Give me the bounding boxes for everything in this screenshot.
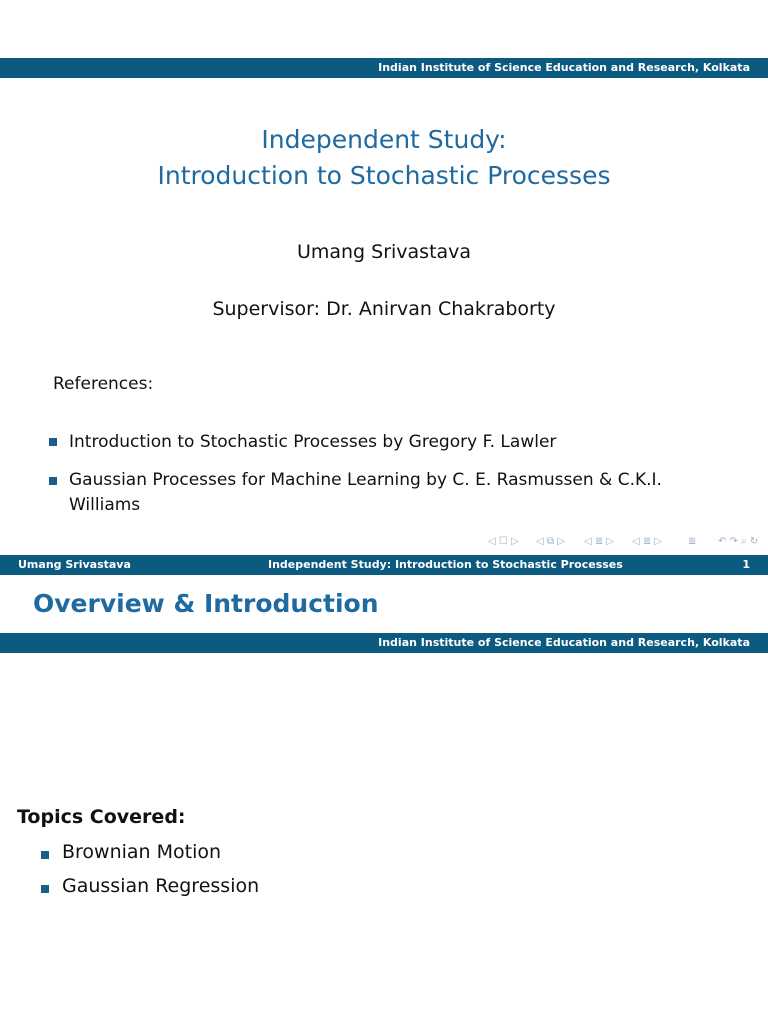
- footer-author: Umang Srivastava: [18, 558, 131, 571]
- section-nav-icon[interactable]: ◁ ≣ ▷: [584, 536, 615, 547]
- topics-label: Topics Covered:: [17, 806, 186, 828]
- reference-item: [69, 430, 556, 455]
- topic-item: Gaussian Regression: [62, 875, 260, 897]
- section-title: Overview & Introduction: [33, 589, 379, 618]
- topic-item: Brownian Motion: [62, 841, 222, 863]
- header-bar-2: [0, 633, 768, 653]
- slide-title: [0, 122, 768, 194]
- subsection-nav-icon[interactable]: ◁ ⧉ ▷: [536, 536, 565, 547]
- institute-name: Indian Institute of Science Education and Research, Kolkata: [378, 61, 750, 74]
- references-label: References:: [53, 374, 154, 394]
- reference-text: Introduction to Stochastic Processes by Gregory F. Lawler: [69, 432, 557, 452]
- header-bar: [0, 58, 768, 78]
- reference-text: Gaussian Processes for Machine Learning by C. E. Rasmussen & C.K.I.: [69, 470, 662, 490]
- title-line-1: Independent Study:: [261, 125, 507, 154]
- author-name: Umang Srivastava: [296, 241, 472, 263]
- bullet-icon: [49, 477, 57, 485]
- bullet-icon: [41, 851, 49, 859]
- reference-text-cont: Williams: [69, 495, 141, 515]
- outline-icon[interactable]: ≣: [688, 536, 697, 547]
- footer-title: Independent Study: Introduction to Stochastic Processes: [268, 558, 623, 571]
- navigation-bar: [486, 536, 764, 550]
- title-line-2: Introduction to Stochastic Processes: [157, 161, 611, 190]
- institute-name-2: Indian Institute of Science Education and Research, Kolkata: [378, 636, 750, 649]
- supervisor-name: Supervisor: Dr. Anirvan Chakraborty: [212, 298, 556, 320]
- page-number: 1: [742, 558, 750, 571]
- reference-item: [69, 468, 662, 518]
- bullet-icon: [49, 438, 57, 446]
- frame-nav-icon[interactable]: ◁ ☐ ▷: [488, 536, 519, 547]
- document-nav-icon[interactable]: ◁ ≣ ▷: [632, 536, 663, 547]
- search-back-icon[interactable]: ↶ ↷ ⌕ ↻: [718, 536, 759, 547]
- footer-bar: [0, 555, 768, 575]
- bullet-icon: [41, 885, 49, 893]
